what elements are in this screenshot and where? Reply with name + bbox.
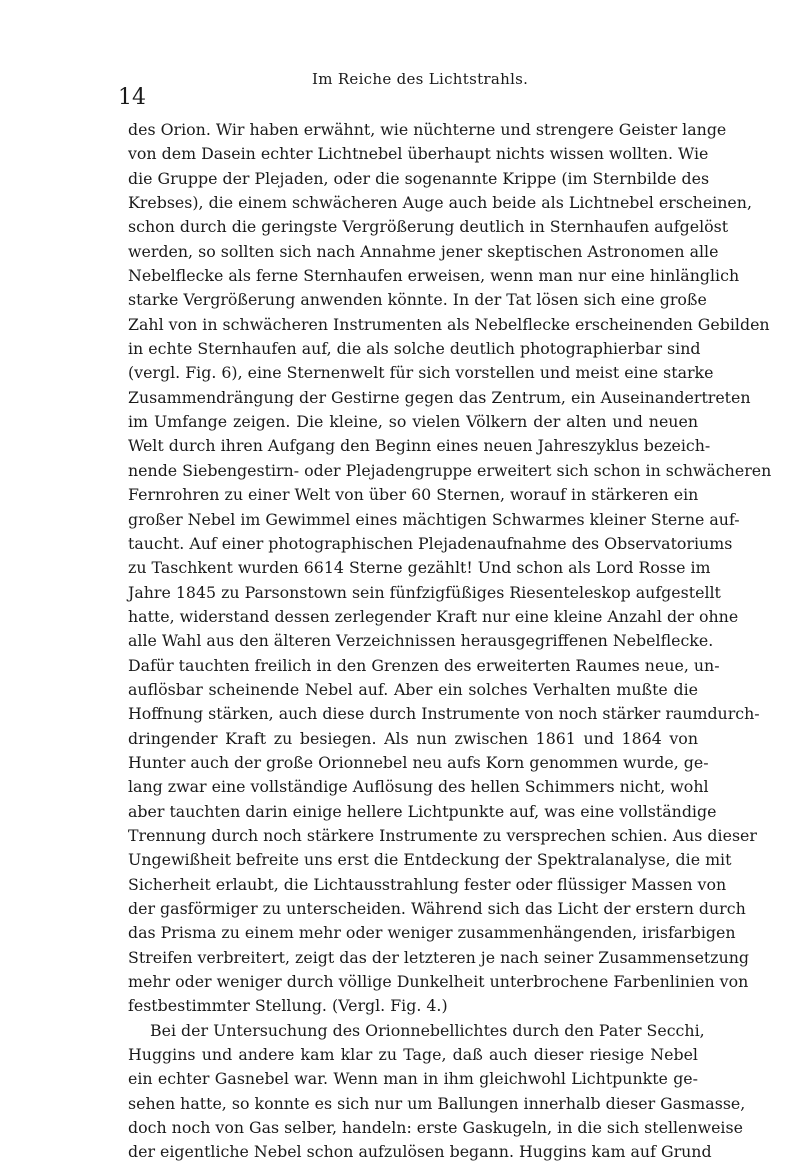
page-number: 14 [118, 85, 146, 110]
text-line: sehen hatte, so konnte es sich nur um Ballungen innerhalb dieser Gasmasse, [128, 1093, 746, 1113]
text-line: der eigentliche Nebel schon aufzulösen begann. Huggins kam auf Grund [128, 1142, 712, 1162]
text-line: Hoffnung stärken, auch diese durch Instrumente von noch stärker raumdurch- [128, 704, 760, 724]
text-line: großer Nebel im Gewimmel eines mächtigen Schwarmes kleiner Sterne auf- [128, 509, 740, 529]
text-line: Jahre 1845 zu Parsonstown sein fünfzigfüßiges Riesenteleskop aufgestellt [128, 582, 721, 602]
text-line: alle Wahl aus den älteren Verzeichnissen herausgegriffenen Nebelflecke. [128, 631, 714, 651]
text-line: mehr oder weniger durch völlige Dunkelheit unterbrochene Farbenlinien von [128, 972, 749, 992]
running-title: Im Reiche des Lichtstrahls. [312, 70, 529, 88]
text-line: Fernrohren zu einer Welt von über 60 Sternen, worauf in stärkeren ein [128, 485, 699, 505]
text-line: Trennung durch noch stärkere Instrumente zu versprechen schien. Aus dieser [128, 825, 757, 845]
text-line: Nebelflecke als ferne Sternhaufen erweisen, wenn man nur eine hinlänglich [128, 266, 740, 286]
text-line: Ungewißheit befreite uns erst die Entdeckung der Spektralanalyse, die mit [128, 850, 732, 870]
text-line: werden, so sollten sich nach Annahme jener skeptischen Astronomen alle [128, 241, 719, 261]
text-line: Bei der Untersuchung des Orionnebellichtes durch den Pater Secchi, [150, 1020, 705, 1040]
text-line: taucht. Auf einer photographischen Plejadenaufnahme des Observatoriums [128, 533, 733, 553]
text-line: ein echter Gasnebel war. Wenn man in ihm gleichwohl Lichtpunkte ge- [128, 1069, 698, 1089]
text-line: der gasförmiger zu unterscheiden. Während sich das Licht der erstern durch [128, 899, 746, 918]
text-line: Streifen verbreitert, zeigt das der letzteren je nach seiner Zusammensetzung [128, 947, 750, 967]
text-line: lang zwar eine vollständige Auflösung des hellen Schimmers nicht, wohl [128, 777, 709, 797]
text-line: (vergl. Fig. 6), eine Sternenwelt für sich vorstellen und meist eine starke [128, 363, 714, 383]
text-line: Hunter auch der große Orionnebel neu aufs Korn genommen wurde, ge- [128, 752, 709, 772]
text-line: Dafür tauchten freilich in den Grenzen des erweiterten Raumes neue, un- [128, 655, 720, 675]
body-text [128, 118, 772, 1165]
text-line: zu Taschkent wurden 6614 Sterne gezählt! Und schon als Lord Rosse im [128, 558, 711, 578]
text-line: doch noch von Gas selber, handeln: erste Gaskugeln, in die sich stellenweise [128, 1118, 743, 1138]
text-line: nende Siebengestirn- oder Plejadengruppe erweitert sich schon in schwächeren [128, 460, 772, 480]
text-line: Zusammendrängung der Gestirne gegen das Zentrum, ein Auseinandertreten [128, 387, 751, 407]
text-line: aber tauchten darin einige hellere Lichtpunkte auf, was eine vollständige [128, 801, 717, 821]
text-line: dringender Kraft zu besiegen. Als nun zwischen 1861 und 1864 von [128, 728, 698, 748]
text-line: von dem Dasein echter Lichtnebel überhaupt nichts wissen wollten. Wie [128, 144, 709, 164]
text-line: die Gruppe der Plejaden, oder die sogenannte Krippe (im Sternbilde des [128, 168, 710, 188]
text-line: Krebses), die einem schwächeren Auge auch beide als Lichtnebel erscheinen, [128, 193, 752, 213]
text-line: im Umfange zeigen. Die kleine, so vielen Völkern der alten und neuen [128, 412, 698, 432]
text-line: das Prisma zu einem mehr oder weniger zusammenhängenden, irisfarbigen [128, 923, 736, 943]
text-line: hatte, widerstand dessen zerlegender Kraft nur eine kleine Anzahl der ohne [128, 606, 739, 626]
text-line: Huggins und andere kam klar zu Tage, daß auch dieser riesige Nebel [128, 1045, 698, 1065]
text-line: schon durch die geringste Vergrößerung deutlich in Sternhaufen aufgelöst [128, 217, 729, 237]
text-line: starke Vergrößerung anwenden könnte. In der Tat lösen sich eine große [128, 290, 707, 310]
text-line: Zahl von in schwächeren Instrumenten als Nebelflecke erscheinenden Gebilden [128, 314, 770, 334]
text-line: Sicherheit erlaubt, die Lichtausstrahlung fester oder flüssiger Massen von [128, 874, 727, 894]
text-line: festbestimmter Stellung. (Vergl. Fig. 4.) [128, 996, 448, 1016]
text-line: Welt durch ihren Aufgang den Beginn eines neuen Jahreszyklus bezeich- [128, 436, 711, 456]
text-line: des Orion. Wir haben erwähnt, wie nüchterne und strengere Geister lange [128, 120, 727, 139]
text-line: auflösbar scheinende Nebel auf. Aber ein solches Verhalten mußte die [128, 679, 698, 699]
text-line: in echte Sternhaufen auf, die als solche deutlich photographierbar sind [128, 339, 701, 359]
